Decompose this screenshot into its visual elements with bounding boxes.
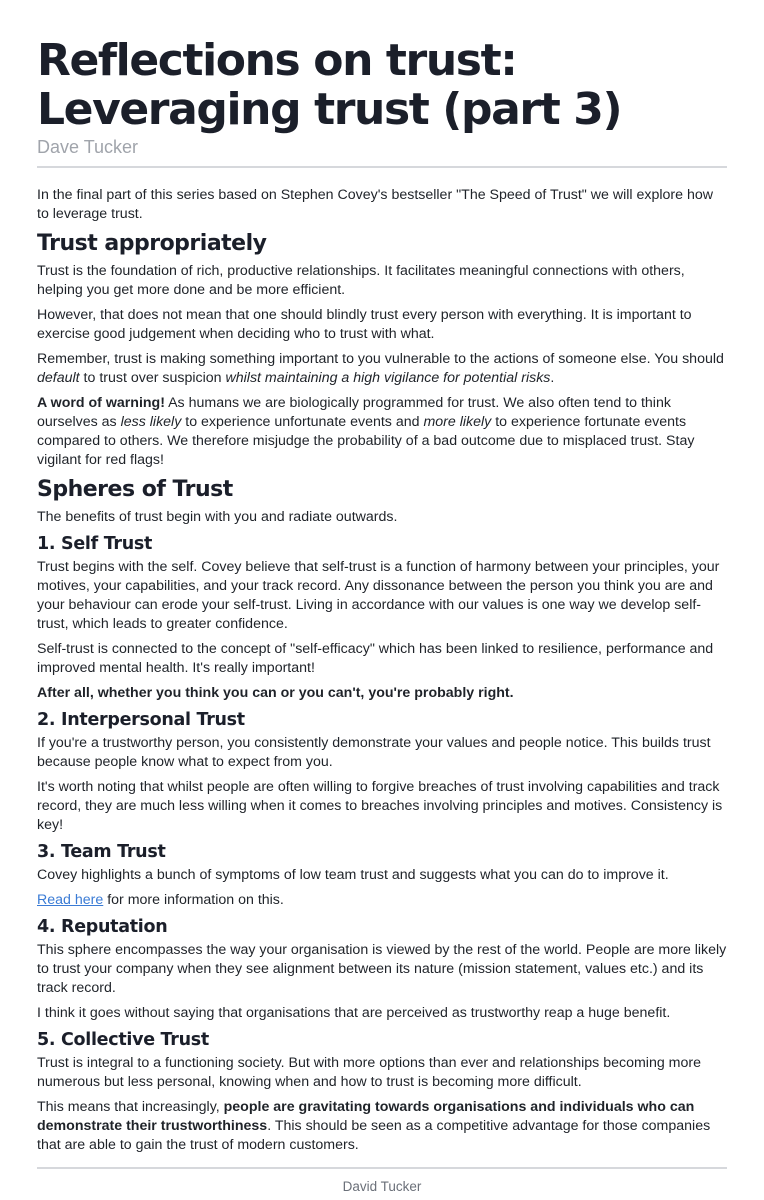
text: to trust over suspicion (79, 370, 226, 387)
heading-team-trust: 3. Team Trust (37, 842, 166, 863)
heading-self-trust: 1. Self Trust (37, 534, 153, 555)
paragraph (37, 684, 727, 703)
paragraph: If you're a trustworthy person, you consistently demonstrate your values and people notice. This builds trust because people know what to expect from you. (37, 735, 711, 771)
article-author: Dave Tucker (37, 136, 139, 157)
heading-reputation: 4. Reputation (37, 917, 168, 938)
heading-trust-appropriately: Trust appropriately (37, 231, 267, 257)
title-divider (37, 166, 727, 168)
paragraph: Trust is integral to a functioning society. But with more options than ever and relationships becoming more numerous but less personal, knowing when and how to trust is becoming more difficult. (37, 1055, 701, 1091)
heading-collective-trust: 5. Collective Trust (37, 1030, 209, 1051)
intro-paragraph: In the final part of this series based on Stephen Covey's bestseller "The Speed of Trust" we will explore how to leverage trust. (37, 187, 714, 223)
warning-paragraph (37, 394, 727, 470)
paragraph (37, 891, 727, 910)
emphasis: whilst maintaining a high vigilance for potential risks (225, 370, 551, 387)
footer-divider (37, 1167, 727, 1169)
emphasis: more likely (423, 414, 492, 431)
text: for more information on this. (103, 892, 284, 909)
article-title: Reflections on trust: Leveraging trust (part 3) (37, 35, 622, 136)
paragraph (37, 1098, 727, 1155)
paragraph: This sphere encompasses the way your organisation is viewed by the rest of the world. People are more likely to trust your company when they see alignment between its nature (mission statement, values etc.) and its track record. (37, 942, 727, 997)
text: This means that increasingly, (37, 1099, 224, 1116)
paragraph: The benefits of trust begin with you and radiate outwards. (37, 509, 398, 526)
emphasis: default (37, 370, 80, 387)
paragraph: Covey highlights a bunch of symptoms of low team trust and suggests what you can do to improve it. (37, 867, 669, 884)
text: As humans we are biologically programmed for trust. We also often tend to think ourselves as (37, 395, 671, 431)
text: to experience fortunate events compared to others. We therefore misjudge the probability of a bad outcome due to misplaced trust. Stay vigilant for red flags! (37, 414, 695, 469)
text: Remember, trust is making something important to you vulnerable to the actions of someone else. You should (37, 351, 724, 368)
warning-label: A word of warning! (37, 395, 165, 412)
paragraph: Trust is the foundation of rich, productive relationships. It facilitates meaningful connections with others, helping you get more done and be more efficient. (37, 263, 685, 299)
footer-author: David Tucker (342, 1179, 422, 1195)
heading-interpersonal-trust: 2. Interpersonal Trust (37, 710, 245, 731)
paragraph (37, 350, 727, 388)
text: . (550, 370, 555, 387)
read-here-link[interactable]: Read here (37, 892, 104, 909)
heading-spheres-of-trust: Spheres of Trust (37, 477, 233, 503)
emphasis: less likely (120, 414, 182, 431)
paragraph: I think it goes without saying that organisations that are perceived as trustworthy reap a huge benefit. (37, 1005, 671, 1022)
text: to experience unfortunate events and (181, 414, 424, 431)
article-page (37, 0, 727, 1194)
bold-text: people are gravitating towards organisations and individuals who can demonstrate their trustworthiness (37, 1099, 695, 1135)
bold-quote: After all, whether you think you can or you can't, you're probably right. (37, 685, 514, 702)
paragraph: Self-trust is connected to the concept of "self-efficacy" which has been linked to resilience, performance and improved mental health. It's really important! (37, 641, 714, 677)
paragraph: It's worth noting that whilst people are often willing to forgive breaches of trust involving capabilities and track record, they are much less willing when it comes to breaches involving principles and motives. Consistency is key! (37, 779, 723, 834)
paragraph: However, that does not mean that one should blindly trust every person with everything. It is important to exercise good judgement when deciding who to trust with what. (37, 307, 692, 343)
text: . This should be seen as a competitive advantage for those companies that are able to gain the trust of modern customers. (37, 1118, 711, 1154)
paragraph: Trust begins with the self. Covey believe that self-trust is a function of harmony between your principles, your motives, your capabilities, and your track record. Any dissonance between the person you think you are and your behaviour can erode your self-trust. Living in accordance with our values is one way we develop self-trust, which leads to greater confidence. (37, 559, 720, 633)
